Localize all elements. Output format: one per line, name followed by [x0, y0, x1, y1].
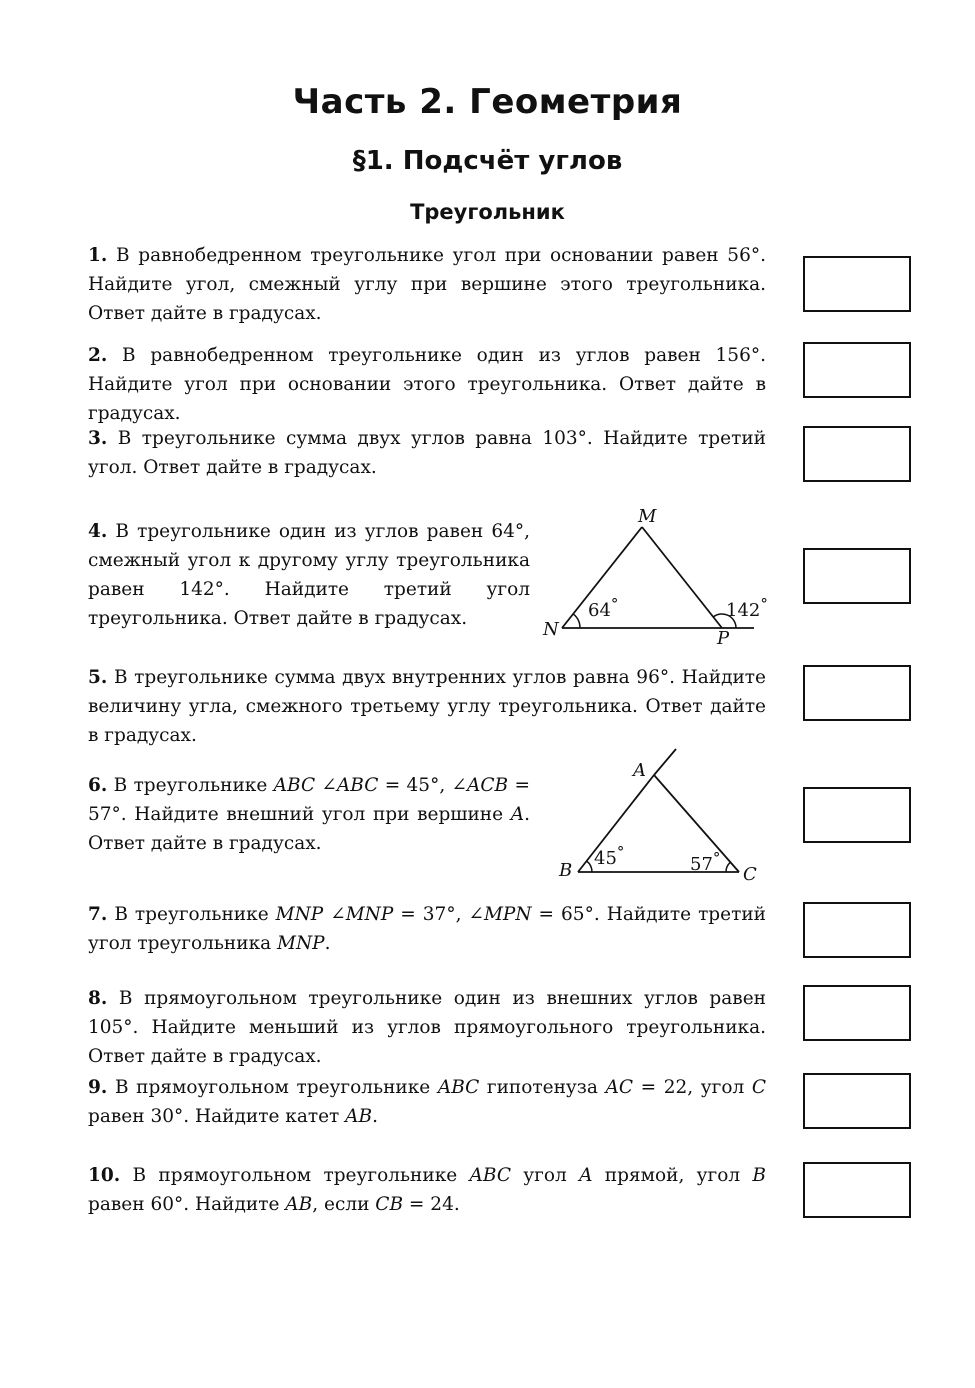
- math-expr: ABC: [469, 1165, 511, 1186]
- answer-box-6[interactable]: [803, 787, 911, 843]
- math-expr: A: [510, 804, 525, 825]
- angle-n-label: 64°: [588, 595, 619, 621]
- problem-number: 9.: [88, 1077, 108, 1098]
- problem-4: [88, 517, 530, 633]
- text-part: = 65°. Найдите третий угол треугольника: [88, 904, 766, 954]
- problem-number: 6.: [88, 775, 108, 796]
- extension-ray: [654, 749, 676, 775]
- text-part: В треугольнике: [114, 904, 276, 925]
- problem-number: 1.: [88, 245, 108, 266]
- problem-number: 10.: [88, 1165, 121, 1186]
- angle-p-ext-label: 142°: [726, 595, 768, 621]
- math-expr: MNP: [277, 933, 325, 954]
- math-expr: AB: [345, 1106, 373, 1127]
- problem-text: В прямоугольном треугольнике один из внешних углов равен 105°. Найдите меньший из углов прямоугольного треугольника. Ответ дайте в градусах.: [88, 988, 767, 1067]
- math-expr: ∠ACB: [451, 775, 509, 796]
- text-part: , если: [312, 1194, 376, 1215]
- math-expr: B: [752, 1165, 766, 1186]
- text-part: гипотенуза: [479, 1077, 606, 1098]
- math-expr: A: [579, 1165, 593, 1186]
- vertex-m-label: M: [638, 506, 657, 527]
- math-expr: ∠MPN: [468, 904, 532, 925]
- vertex-b-label: B: [559, 860, 573, 881]
- math-expr: AC: [605, 1077, 634, 1098]
- angle-c-arc: [726, 862, 730, 872]
- problem-3: [88, 424, 766, 482]
- problem-2: [88, 341, 766, 428]
- problem-number: 4.: [88, 521, 108, 542]
- angle-b-arc: [587, 861, 592, 872]
- problem-8: [88, 984, 766, 1071]
- subsection-title: Треугольник: [410, 200, 565, 224]
- problem-text: В треугольнике сумма двух внутренних углов равна 96°. Найдите величину угла, смежного третьему углу треугольника. Ответ дайте в градусах.: [88, 667, 766, 746]
- answer-box-3[interactable]: [803, 426, 911, 482]
- problem-text: В треугольнике один из углов равен 64°, смежный угол к другому углу треугольника равен 142°. Найдите третий угол треугольника. Ответ дайте в градусах.: [88, 521, 530, 629]
- angle-c-label: 57°: [690, 849, 721, 875]
- text-part: .: [324, 933, 331, 954]
- problem-1: [88, 241, 766, 328]
- problem-text: В треугольнике сумма двух углов равна 103°. Найдите третий угол. Ответ дайте в градусах.: [88, 428, 766, 478]
- answer-box-7[interactable]: [803, 902, 911, 958]
- problem-5: [88, 663, 766, 750]
- problem-number: 8.: [88, 988, 108, 1009]
- math-expr: CB: [375, 1194, 404, 1215]
- vertex-p-label: P: [717, 628, 730, 649]
- math-expr: C: [751, 1077, 766, 1098]
- math-expr: ABC ∠ABC: [273, 775, 379, 796]
- vertex-c-label: C: [743, 864, 757, 885]
- text-part: .: [372, 1106, 379, 1127]
- problem-6: [88, 771, 530, 858]
- text-part: равен 60°. Найдите: [88, 1194, 286, 1215]
- answer-box-10[interactable]: [803, 1162, 911, 1218]
- problem-number: 5.: [88, 667, 108, 688]
- problem-7: [88, 900, 766, 958]
- problem-text: В равнобедренном треугольнике угол при основании равен 56°. Найдите угол, смежный углу при вершине этого треугольника. Ответ дайте в градусах.: [88, 245, 766, 324]
- triangle-mnp-figure: [540, 500, 770, 650]
- vertex-n-label: N: [543, 619, 559, 640]
- answer-box-4[interactable]: [803, 548, 911, 604]
- angle-b-label: 45°: [594, 843, 625, 869]
- text-part: . Ответ дайте в градусах.: [88, 804, 530, 854]
- triangle-abc-figure: [550, 745, 780, 895]
- problem-number: 2.: [88, 345, 108, 366]
- answer-box-9[interactable]: [803, 1073, 911, 1129]
- text-part: = 37°,: [393, 904, 469, 925]
- answer-box-5[interactable]: [803, 665, 911, 721]
- angle-n-arc: [573, 614, 580, 628]
- section-title: §1. Подсчёт углов: [352, 146, 623, 176]
- text-part: прямой, угол: [592, 1165, 753, 1186]
- text-part: = 24.: [403, 1194, 460, 1215]
- vertex-a-label: A: [633, 760, 646, 781]
- side-mp: [642, 527, 722, 628]
- text-part: В прямоугольном треугольнике: [132, 1165, 470, 1186]
- math-expr: MNP ∠MNP: [275, 904, 394, 925]
- problem-10: [88, 1161, 766, 1219]
- problem-text: В равнобедренном треугольнике один из углов равен 156°. Найдите угол при основании этого треугольника. Ответ дайте в градусах.: [88, 345, 766, 424]
- text-part: = 45°,: [378, 775, 452, 796]
- text-part: угол: [510, 1165, 580, 1186]
- text-part: В прямоугольном треугольнике: [114, 1077, 438, 1098]
- text-part: равен 30°. Найдите катет: [88, 1106, 346, 1127]
- answer-box-8[interactable]: [803, 985, 911, 1041]
- text-part: = 22, угол: [633, 1077, 752, 1098]
- problem-number: 7.: [88, 904, 108, 925]
- problem-9: [88, 1073, 766, 1131]
- math-expr: AB: [285, 1194, 313, 1215]
- text-part: = 57°. Найдите внешний угол при вершине: [88, 775, 530, 825]
- answer-box-2[interactable]: [803, 342, 911, 398]
- text-part: В треугольнике: [113, 775, 274, 796]
- part-title: Часть 2. Геометрия: [292, 82, 683, 122]
- problem-number: 3.: [88, 428, 108, 449]
- answer-box-1[interactable]: [803, 256, 911, 312]
- math-expr: ABC: [437, 1077, 480, 1098]
